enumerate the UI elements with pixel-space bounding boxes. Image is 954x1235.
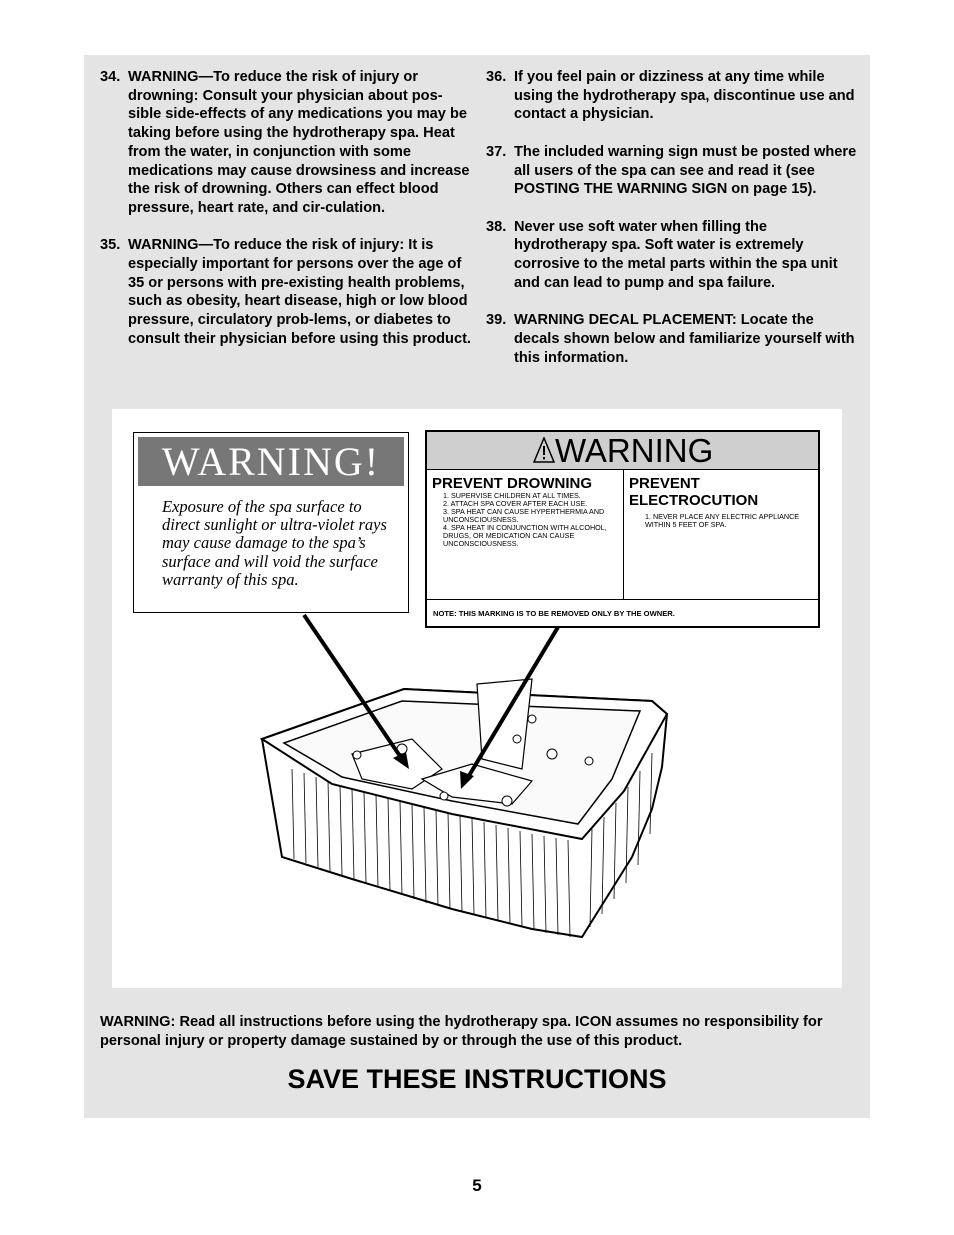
left-column xyxy=(100,68,472,367)
decal-heading: WARNING xyxy=(555,432,714,469)
page-number: 5 xyxy=(472,1176,482,1195)
decal-sun-exposure-warning xyxy=(133,432,409,613)
item-number: 36. xyxy=(486,69,507,85)
list-item xyxy=(486,218,860,293)
list-item: 3. SPA HEAT CAN CAUSE HYPERTHERMIA AND UNCONSCIOUSNESS. xyxy=(443,507,605,524)
footer-warning: WARNING: Read all instructions before using the hydrotherapy spa. ICON assumes no responsibility for personal injury or property damage sustained by or through the use of this product. xyxy=(100,1014,823,1049)
warning-triangle-icon xyxy=(533,437,555,463)
item-number: 38. xyxy=(486,218,507,235)
list-item: 1. NEVER PLACE ANY ELECTRIC APPLIANCE WITHIN 5 FEET OF SPA. xyxy=(645,512,800,529)
item-text: Never use soft water when filling the hydrotherapy spa. Soft water is extremely corrosive to the metal parts within the spa unit and can lead to pump and spa failure. xyxy=(514,218,838,291)
list-item xyxy=(100,236,472,348)
decal-header-bar xyxy=(427,432,818,470)
list-item xyxy=(486,143,860,199)
list-item xyxy=(486,311,860,367)
decal-drowning-electrocution-warning xyxy=(425,430,820,628)
list-item: 2. ATTACH SPA COVER AFTER EACH USE. xyxy=(443,499,588,508)
list-item: 1. SUPERVISE CHILDREN AT ALL TIMES. xyxy=(443,491,581,500)
section-title: PREVENT ELECTROCUTION xyxy=(629,475,759,509)
prevent-electrocution-section xyxy=(625,470,818,599)
item-number: 34. xyxy=(100,69,121,85)
decal-heading: WARNING! xyxy=(138,437,404,486)
item-text: If you feel pain or dizziness at any time while using the hydrotherapy spa, discontinue use and contact a physician. xyxy=(514,69,855,123)
decal-body-text: Exposure of the spa surface to direct sunlight or ultra-violet rays may cause damage to the spa’s surface and will void the surface warranty of this spa. xyxy=(162,497,387,589)
decal-placement-figure xyxy=(112,409,842,988)
list-item: 4. SPA HEAT IN CONJUNCTION WITH ALCOHOL, DRUGS, OR MEDICATION CAN CAUSE UNCONSCIOUSNESS. xyxy=(443,523,607,548)
item-text: WARNING—To reduce the risk of injury or drowning: Consult your physician about pos-sible side-effects of any medications you may be taking before using the hydrotherapy spa. Heat from the water, in conjunction with some medications may cause drowsiness and increase the risk of drowning. Others can effect blood pressure, heart rate, and cir-culation. xyxy=(128,69,470,216)
item-number: 35. xyxy=(100,237,121,254)
decal-note: NOTE: THIS MARKING IS TO BE REMOVED ONLY BY THE OWNER. xyxy=(427,599,818,627)
prevent-drowning-section xyxy=(427,470,624,599)
item-number: 37. xyxy=(486,143,507,160)
item-text: The included warning sign must be posted where all users of the spa can see and read it (see POSTING THE WARNING SIGN on page 15). xyxy=(514,143,857,198)
section-title: PREVENT DROWNING xyxy=(432,475,593,492)
item-text: WARNING DECAL PLACEMENT: Locate the decals shown below and familiarize yourself with this information. xyxy=(514,312,855,366)
list-item xyxy=(100,68,472,218)
item-text: WARNING—To reduce the risk of injury: It is especially important for persons over the age of 35 or persons with pre-existing health problems, such as obesity, heart disease, high or low blood pressure, circulatory prob-lems, or diabetes to consult their physician before using this product. xyxy=(128,237,471,347)
save-instructions-title: SAVE THESE INSTRUCTIONS xyxy=(287,1064,667,1094)
list-item xyxy=(486,68,860,124)
right-column xyxy=(486,68,860,386)
item-number: 39. xyxy=(486,312,507,329)
